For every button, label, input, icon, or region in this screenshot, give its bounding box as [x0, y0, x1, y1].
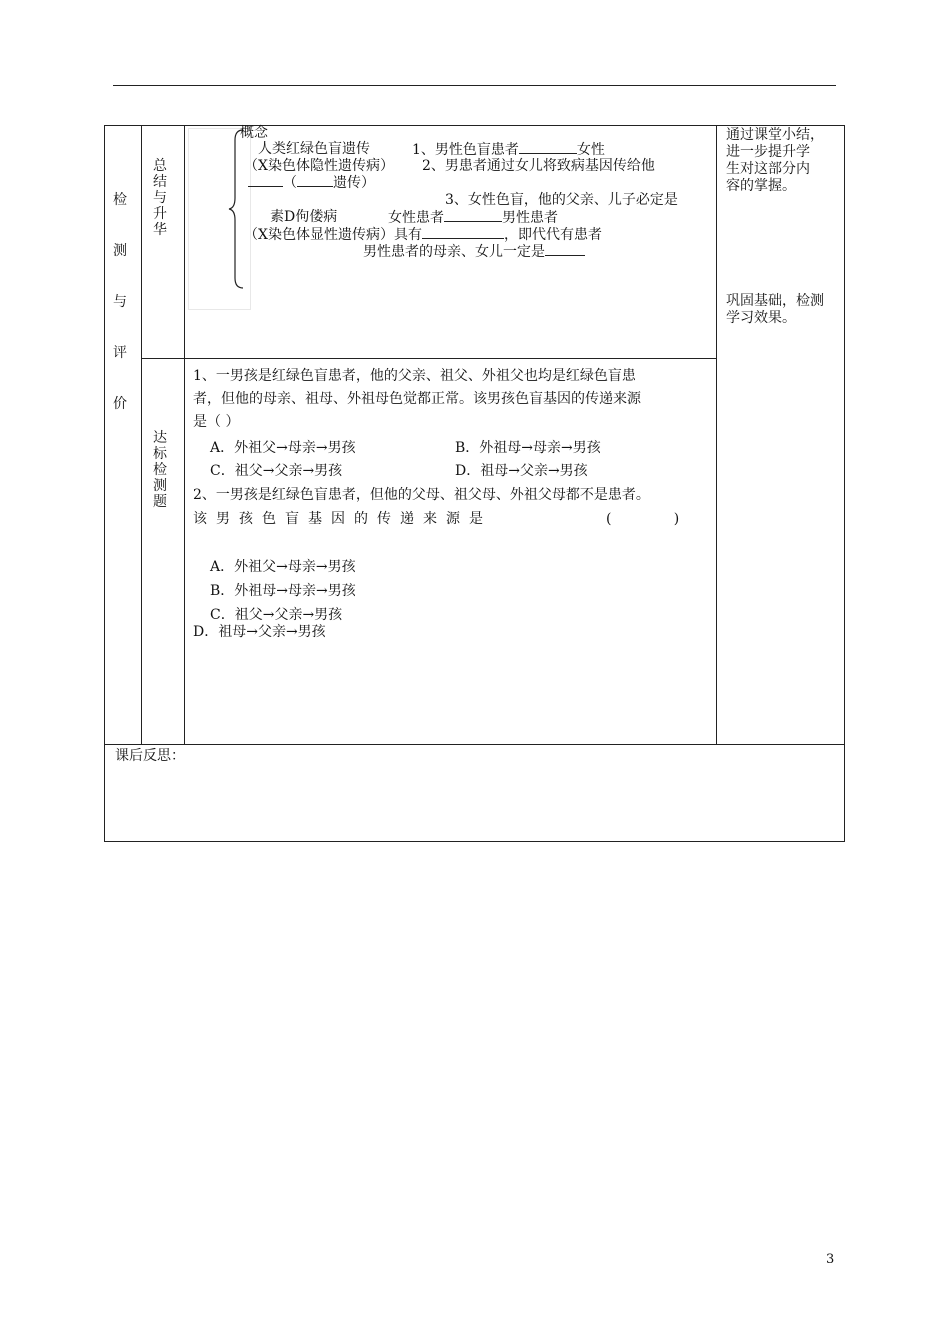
q2-option-d: D．祖母→父亲→男孩	[193, 624, 326, 640]
q1-option-b: B．外祖母→母亲→男孩	[455, 440, 601, 456]
summary-item-2: 2、男患者通过女儿将致病基因传给他	[422, 158, 655, 174]
q2-option-a: A．外祖父→母亲→男孩	[210, 559, 356, 575]
dominant-title: 素D佝偻病	[270, 209, 338, 225]
summary-item-2-cont: （ 遗传）	[248, 174, 375, 192]
concept-label: 概念	[240, 125, 268, 141]
col-divider-3	[716, 125, 717, 744]
q2-option-b: B．外祖母→母亲→男孩	[210, 583, 356, 599]
reflection-label: 课后反思：	[115, 748, 185, 764]
q2-option-c: C．祖父→父亲→男孩	[210, 607, 343, 623]
row-divider-reflection	[104, 744, 845, 745]
q1-option-d: D．祖母→父亲→男孩	[455, 463, 588, 479]
q1-option-c: C．祖父→父亲→男孩	[210, 463, 343, 479]
page-number: 3	[826, 1252, 835, 1267]
header-rule	[113, 85, 836, 86]
male-patient-line: 男性患者的母亲、女儿一定是	[363, 243, 585, 261]
dominant-type: （X染色体显性遗传病）具有 ，即代代有患者	[244, 227, 602, 243]
question-1-stem: 1、一男孩是红绿色盲患者，他的父亲、祖父、外祖父也均是红绿色盲患 者，但他的母亲、祖母、外祖母色觉都正常。该男孩色盲基因的传递来源 是（ ）	[193, 368, 641, 430]
female-patient-line: 女性患者 男性患者	[388, 210, 558, 226]
q1-option-a: A．外祖父→母亲→男孩	[210, 440, 356, 456]
col-divider-2	[184, 125, 185, 744]
recessive-title: 人类红绿色盲遗传	[258, 141, 370, 157]
summary-item-1: 1、男性色盲患者 女性	[412, 142, 605, 158]
recessive-type: （X染色体隐性遗传病）	[244, 158, 394, 174]
teaching-note-test: 巩固基础，检测 学习效果。	[726, 293, 824, 326]
test-label: 达 标 检 测 题	[153, 430, 167, 510]
teaching-note-summary: 通过课堂小结， 进一步提升学 生对这部分内 容的掌握。	[726, 127, 824, 194]
left-brace	[227, 128, 247, 290]
question-2-paren: ( )	[606, 511, 680, 527]
col-divider-1	[141, 125, 142, 744]
question-2-stem-cont: 该男孩色盲基因的传递来源是	[193, 511, 492, 527]
section-label: 检 测 与 评 价	[113, 192, 127, 412]
question-2-stem: 2、一男孩是红绿色盲患者，但他的父母、祖父母、外祖父母都不是患者。	[193, 487, 650, 503]
summary-item-3: 3、女性色盲，他的父亲、儿子必定是	[445, 192, 678, 208]
row-divider-summary	[141, 358, 716, 359]
summary-label: 总 结 与 升 华	[153, 158, 167, 238]
